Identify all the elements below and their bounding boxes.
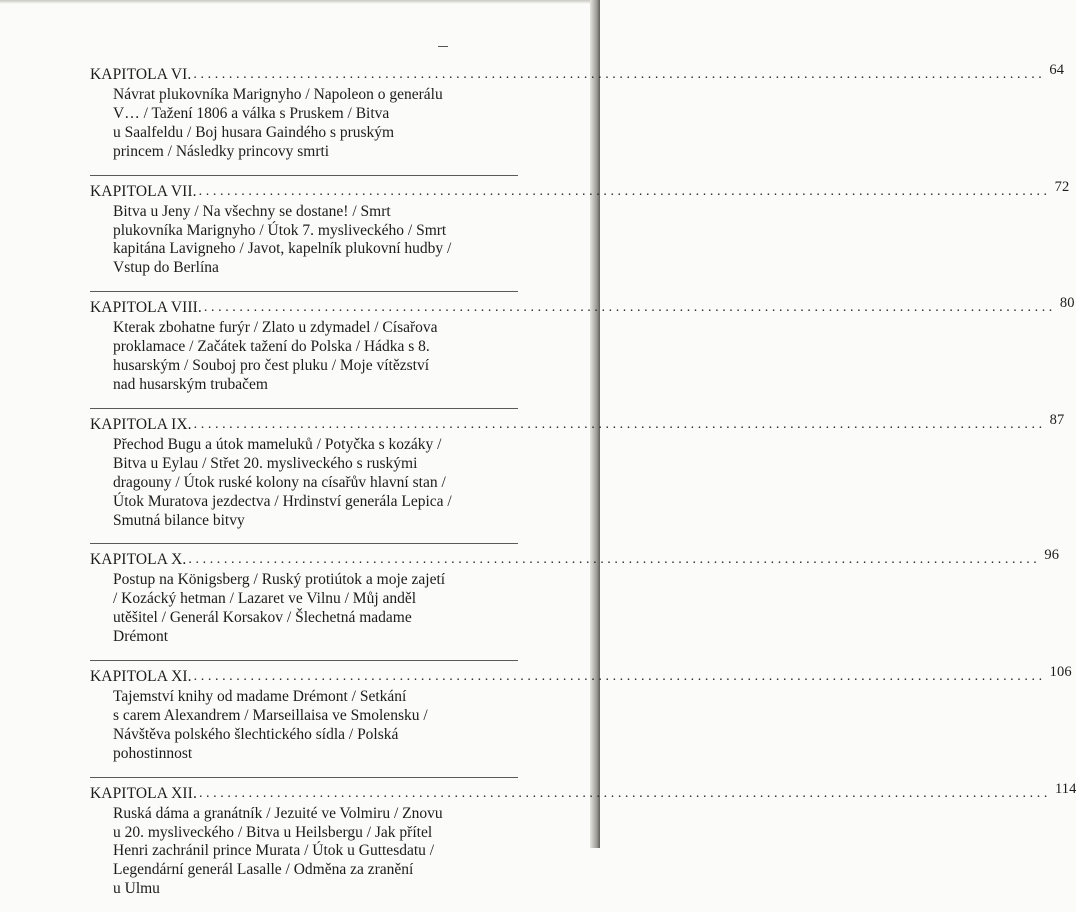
chapter-separator — [90, 408, 518, 409]
chapter-heading-row — [90, 62, 1065, 86]
summary-line: Útok Muratova jezdectva / Hrdinství generála Lepica / — [113, 492, 452, 510]
chapter-page-number: 114 — [1054, 780, 1076, 797]
summary-line: u Ulmu — [113, 880, 160, 898]
chapter-title: KAPITOLA XI. — [90, 668, 192, 686]
summary-line: Bitva u Eylau / Střet 20. mysliveckého s ruskými — [113, 454, 418, 472]
chapter-summary — [90, 805, 518, 900]
summary-line: u Saalfeldu / Boj husara Gaindého s pruským — [113, 123, 395, 141]
chapter-title: KAPITOLA XII. — [90, 784, 197, 802]
summary-line: Návštěva polského šlechtického sídla / Polská — [113, 725, 399, 743]
chapter-heading-row — [90, 664, 1072, 688]
summary-line: pohostinnost — [113, 744, 193, 762]
toc-chapter — [90, 547, 1060, 647]
chapter-page-number: 64 — [1049, 62, 1065, 78]
chapter-summary — [90, 436, 518, 531]
chapter-separator — [90, 291, 518, 292]
summary-line: Kterak zbohatne furýr / Zlato u zdymadel / Císařova — [113, 319, 438, 337]
summary-line: princem / Následky princovy smrti — [113, 142, 330, 160]
summary-line: plukovníka Marignyho / Útok 7. mysliveckého / Smrt — [113, 221, 447, 239]
chapter-title: KAPITOLA IX. — [90, 415, 192, 433]
chapter-heading-row — [90, 547, 1060, 571]
summary-line: u 20. mysliveckého / Bitva u Heilsbergu / Jak přítel — [113, 823, 433, 841]
toc-chapter — [90, 178, 1070, 279]
toc-chapter — [90, 780, 1076, 900]
chapter-summary — [90, 203, 518, 279]
toc-chapter — [90, 411, 1065, 531]
chapter-heading-row — [90, 411, 1065, 436]
chapter-summary — [90, 571, 518, 647]
summary-line: kapitána Lavigneho / Javot, kapelník plukovní hudby / — [113, 240, 452, 258]
dot-leader: ........................................................................................................................ — [193, 67, 1046, 82]
chapter-title: KAPITOLA X. — [90, 551, 187, 569]
dot-leader: ........................................................................................................................ — [188, 552, 1041, 568]
summary-line: Legendární generál Lasalle / Odměna za zranění — [113, 861, 414, 879]
chapter-separator — [90, 175, 518, 176]
chapter-separator — [90, 543, 518, 544]
summary-line: Vstup do Berlína — [113, 259, 219, 277]
dot-leader: ........................................................................................................................ — [198, 183, 1051, 199]
dot-leader: ........................................................................................................................ — [193, 416, 1046, 432]
summary-line: nad husarským trubačem — [113, 375, 268, 393]
summary-line: Bitva u Jeny / Na všechny se dostane! / Smrt — [113, 202, 391, 220]
toc-chapter — [90, 295, 1075, 395]
chapter-page-number: 96 — [1044, 547, 1060, 564]
chapter-summary — [90, 688, 518, 764]
summary-line: Přechod Bugu a útok mameluků / Potyčka s kozáky / — [113, 435, 442, 453]
chapter-summary — [90, 86, 518, 162]
chapter-page-number: 87 — [1049, 411, 1065, 428]
summary-line: husarským / Souboj pro čest pluku / Moje vítězství — [113, 357, 430, 375]
summary-line: Ruská dáma a granátník / Jezuité ve Volmiru / Znovu — [113, 804, 443, 822]
dot-leader: ........................................................................................................................ — [193, 669, 1046, 685]
dot-leader: ........................................................................................................................ — [203, 300, 1056, 316]
chapter-separator — [90, 660, 518, 661]
summary-line: Návrat plukovníka Marignyho / Napoleon o generálu — [113, 86, 443, 103]
chapter-title: KAPITOLA VII. — [90, 182, 197, 200]
chapter-page-number: 80 — [1059, 295, 1075, 312]
top-mark — [438, 46, 448, 47]
page-edge-top — [0, 0, 600, 4]
summary-line: s carem Alexandrem / Marseillaisa ve Smolensku / — [113, 706, 428, 724]
chapter-title: KAPITOLA VI. — [90, 66, 192, 83]
chapter-heading-row — [90, 178, 1070, 203]
summary-line: Postup na Königsberg / Ruský protiútok a moje zajetí — [113, 571, 446, 589]
summary-line: utěšitel / Generál Korsakov / Šlechetná madame — [113, 609, 412, 627]
summary-line: Tajemství knihy od madame Drémont / Setkání — [113, 688, 407, 706]
summary-line: proklamace / Začátek tažení do Polska / Hádka s 8. — [113, 338, 430, 356]
summary-line: V… / Tažení 1806 a válka s Pruskem / Bitva — [113, 104, 390, 122]
table-of-contents — [90, 62, 1076, 912]
chapter-page-number: 72 — [1054, 178, 1070, 195]
summary-line: dragouny / Útok ruské kolony na císařův hlavní stan / — [113, 473, 446, 491]
chapter-page-number: 106 — [1049, 664, 1072, 681]
chapter-separator — [90, 777, 518, 778]
toc-chapter — [90, 62, 1065, 162]
chapter-title: KAPITOLA VIII. — [90, 299, 202, 317]
summary-line: / Kozácký hetman / Lazaret ve Vilnu / Můj anděl — [113, 590, 417, 608]
summary-line: Drémont — [113, 628, 169, 646]
chapter-summary — [90, 319, 518, 395]
dot-leader: ........................................................................................................................ — [198, 785, 1051, 801]
summary-line: Smutná bilance bitvy — [113, 511, 245, 529]
summary-line: Henri zachránil prince Murata / Útok u Guttesdatu / — [113, 842, 435, 860]
chapter-heading-row — [90, 780, 1076, 805]
toc-chapter — [90, 664, 1072, 764]
chapter-heading-row — [90, 295, 1075, 319]
